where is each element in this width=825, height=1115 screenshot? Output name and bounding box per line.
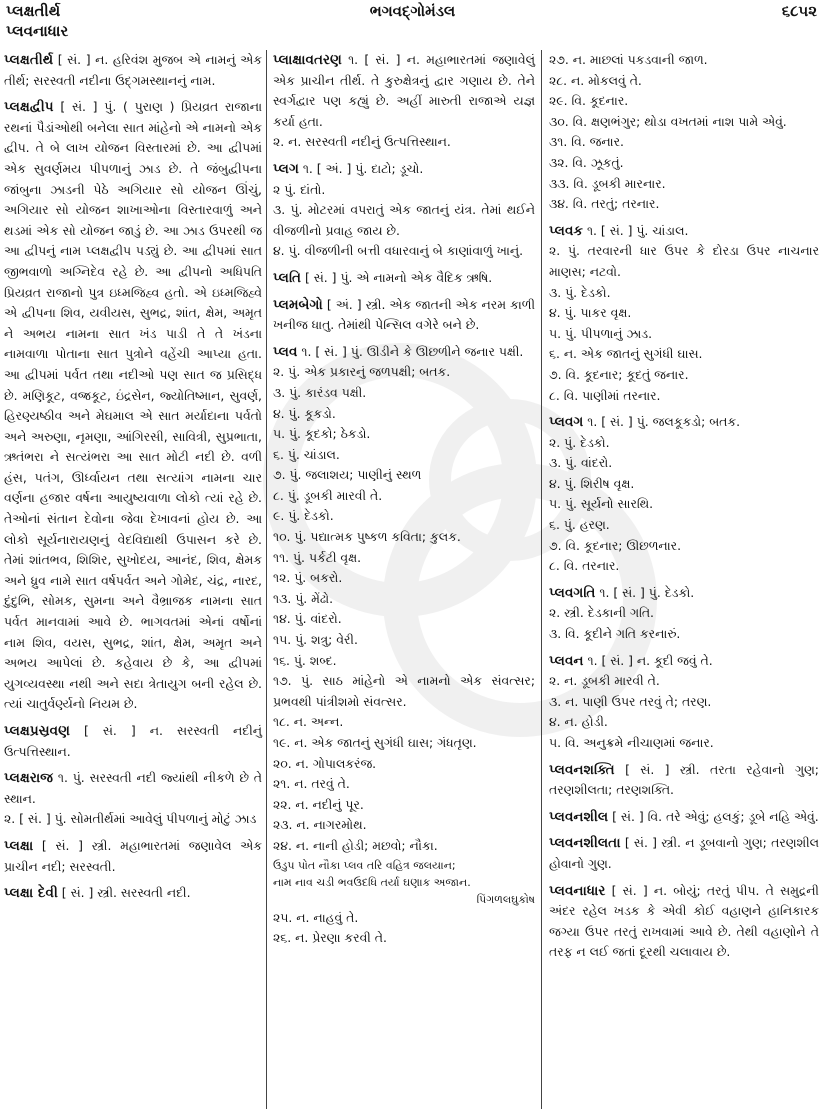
- definition: ૧. પું. સરસ્વતી નદી જ્યાંથી નીકળે છે તે સ્થાન.: [4, 770, 262, 806]
- column-3: [549, 50, 819, 1115]
- sense: ૨. પું. તરવારની ધાર ઉપર કે દોરડા ઉપર નાચનાર માણસ; નટવો.: [549, 243, 819, 279]
- sense: ૫. પું. કૂદકો; ઠેકડો.: [273, 426, 371, 442]
- sense: ૧૩. પું. મેંઢો.: [273, 590, 334, 606]
- dictionary-entry: [4, 97, 262, 715]
- sense: ૮. વિ. તરનાર.: [549, 558, 620, 574]
- headword: પ્લતિ: [273, 269, 302, 286]
- sense: ૬. ન. એક જાતનું સુગંધી ઘાસ.: [549, 346, 703, 362]
- definition: [ સં. ] સ્ત્રી. તરતા રહેવાનો ગુણ; તરણશીલતા; તરણશક્તિ.: [549, 761, 819, 798]
- dictionary-entry: [273, 159, 535, 262]
- sense: ૨. પું. દેડકો.: [549, 434, 610, 450]
- quotation-source: પિંગળલઘુકોષ: [476, 892, 535, 906]
- dictionary-entry: [4, 50, 262, 91]
- headword: પ્લવનશીલતા: [549, 835, 621, 852]
- dictionary-entry: [4, 768, 262, 830]
- page-number: ૬૮૫૨: [781, 2, 817, 20]
- headword: પ્લવન: [549, 652, 584, 669]
- definition: ૧. [ અં. ] પું. દાટો; ડૂચો.: [302, 160, 424, 176]
- sense: ૪. પું. વીજળીની બત્તી વધારવાનું બે કાણાંવાળું ખાનું.: [273, 243, 524, 259]
- quotation-line: ઉડુપ પોત નૌકા પ્લવ તરિ વહિત્ર જલયાન;: [273, 858, 456, 872]
- dictionary-entry: [549, 651, 819, 754]
- sense: ૩૪. વિ. તરતું; તરનાર.: [549, 196, 660, 212]
- dictionary-entry: [549, 583, 819, 645]
- definition: [ સં. ] પું. ( પુરાણ ) પ્રિયવ્રત રાજાના રથનાં પૈડાંઓથી બનેલા સાત માંહેનો એ નામનો એક દ્વીપ. તે બે લાખ યોજન વિસ્તારમાં છે. આ દ્વીપમાં એક સુવર્ણમય પીપળાનું ઝાડ છે. તે જંબુદ્વીપના જાંબુના ઝાડની પેઠે અગિયાર સો યોજન ઊંચું, અગિયાર સો યોજન શાખાઓના વિસ્તારવાળું અને થડમાં એક સો યોજન જાડું છે. આ ઝાડ ઉપરથી જ આ દ્વીપનું નામ પ્લક્ષદ્વીપ પડ્યું છે. આ દ્વીપમાં સાત જીભવાળો અગ્નિદેવ રહે છે. આ દ્વીપનો અધિપતિ પ્રિયવ્રત રાજાનો પુત્ર ઇધ્મજિહ્વ હતો. એ ઇધ્મજિહ્વે એ દ્વીપના શિવ, યવીયસ, સુભદ્ર, શાંત, ક્ષેમ, અમૃત ને અભય નામના સાત ખંડ પાડી તે તે ખંડના નામવાળા પોતાના સાત પુત્રોને વહેંચી આપ્યા હતા. આ દ્વીપમાં પર્વત તથા નદીઓ પણ સાત જ પ્રસિદ્ધ છે. મણિકૂટ, વજ્રકૂટ, ઇંદ્રસેન, જ્યોતિષ્માન, સુવર્ણ, હિરણ્યષ્ઠીવ અને મેઘમાલ એ સાત મર્યાદાના પર્વતો અને અરુણા, નૃમણા, આંગિરસી, સાવિત્રી, સુપ્રભાતા, ઋતંભરા ને સત્યંભરા આ સાત મોટી નદી છે. વળી હંસ, પતંગ, ઊર્ધ્વાયન તથા સત્યાંગ નામના ચાર વર્ણના હજાર વર્ષના આયુષ્યવાળા લોકો ત્યાં રહે છે. તેઓનાં સંતાન દેવોના જેવા દેખાવનાં હોય છે. આ લોકો સૂર્યનારાયણનું વેદવિદ્યાથી ઉપાસન કરે છે. તેમાં શાંતભવ, શિશિર, સુખોદય, આનંદ, શિવ, ક્ષેમક અને ધ્રુવ નામે સાત વર્ષપર્વત અને ગોમેદ, ચંદ્ર, નારદ, દુંદુભિ, સોમક, સુમના અને વૈભ્રાજક નામના સાત પર્વત માનવામાં આવે છે. ભાગવતમાં એનાં વર્ષોનાં નામ શિવ, વયસ, સુભદ્ર, શાંત, ક્ષેમ, અમૃત અને અભય આપેલાં છે. કહેવાય છે કે, આ દ્વીપમાં યુગવ્યવસ્થા નથી અને સદા ત્રેતાયુગ બની રહેલ છે. ત્યાં ચાતુર્વર્ણ્યનો નિયમ છે.: [4, 99, 262, 712]
- definition: [ સં. ] વિ. તરે એવું; હલકું; ડૂબે નહિ એવું.: [612, 808, 819, 824]
- headword: પ્લગ: [273, 160, 299, 177]
- sense: ૪. પું. કૂકડો.: [273, 405, 336, 421]
- sense: ૩૦. વિ. ક્ષણભંગુર; થોડા વખતમાં નાશ પામે એવું.: [549, 113, 787, 129]
- headword: પ્લક્ષતીર્થ: [4, 52, 54, 68]
- dictionary-columns: [0, 44, 825, 1115]
- headword: પ્લવનાધાર: [549, 882, 606, 899]
- dictionary-entry: [4, 883, 262, 904]
- headword: પ્લક્ષા: [4, 837, 34, 854]
- definition: ૧. [ સં. ] પું. ઊડીને કે ઊછળીને જનાર પક્ષી.: [301, 343, 524, 359]
- dictionary-entry-continued: [549, 50, 819, 215]
- dictionary-entry: [4, 721, 262, 762]
- sense: ૩૧. વિ. જનાર.: [549, 134, 624, 150]
- headword: પ્લવ: [273, 343, 298, 360]
- sense: ૧૯. ન. એક જાતનું સુગંધી ઘાસ; ગંધતૃણ.: [273, 735, 477, 750]
- sense: ૨૯. વિ. કૂદનાર.: [549, 93, 629, 109]
- sense: ૧૮. ન. અન્ન.: [273, 714, 344, 730]
- sense: ૭. વિ. કૂદનાર; કૂદતું જનાર.: [549, 366, 689, 382]
- dictionary-entry: [273, 295, 535, 336]
- sense: ૨૩. ન. નાગરમોથ.: [273, 817, 367, 833]
- definition: ૧. [ સં. ] પું. દેડકો.: [599, 584, 695, 600]
- sense: ૪. પું. શિરીષ વૃક્ષ.: [549, 475, 635, 491]
- sense: ૨ પું. દાંતો.: [273, 181, 326, 197]
- sense: ૩૩. વિ. ડૂબકી મારનાર.: [549, 175, 666, 191]
- sense: ૬. પું. હરણ.: [549, 517, 610, 533]
- sense: ૪. ન. હોડી.: [549, 714, 608, 730]
- sense: ૧૪. પું. વાંદરો.: [273, 611, 342, 627]
- sense: ૨. [ સં. ] પું. સોમતીર્થમાં આવેલું પીપળાનું મોટું ઝાડ: [4, 811, 257, 827]
- sense: ૫. વિ. અનુક્રમે નીચાણમાં જનાર.: [549, 735, 714, 750]
- quotation-line: નામ નાવ ચડી ભવઉદધિ તર્યા ઘણાક અજાન.: [273, 875, 471, 889]
- sense: ૧૭. પું. સાઠ માંહેનો એ નામનો એક સંવત્સર; પ્રભવથી પાંત્રીશમો સંવત્સર.: [273, 673, 535, 709]
- definition: [ સં. ] સ્ત્રી. સરસ્વતી નદી.: [61, 885, 191, 901]
- sense: ૪. પું. પાકર વૃક્ષ.: [549, 305, 632, 321]
- sense: ૭. પું. જલાશય; પાણીનું સ્થળ: [273, 467, 422, 483]
- headword: પ્લવગતિ: [549, 584, 596, 601]
- headword: પ્લક્ષદ્વીપ: [4, 99, 54, 116]
- sense: ૧૧. પું. પર્કટી વૃક્ષ.: [273, 549, 362, 565]
- headword: પ્લક્ષપ્રસ્રવણ: [4, 723, 70, 739]
- sense: ૧૫. પું. શત્રુ; વેરી.: [273, 632, 358, 648]
- page-header: [0, 0, 825, 44]
- headword: પ્લક્ષરાજ: [4, 770, 54, 787]
- sense: ૨૪. ન. નાની હોડી; મછવો; નૌકા.: [273, 837, 438, 853]
- headword: પ્લવક: [549, 222, 584, 239]
- definition: [ સં. ] ન. હરિવંશ મુજબ એ નામનું એક તીર્થ; સરસ્વતી નદીના ઉદ્ગમસ્થાનનું નામ.: [4, 52, 262, 88]
- sense: ૯. પું. દેડકો.: [273, 508, 334, 524]
- sense: ૩. પું. દેડકો.: [549, 284, 611, 300]
- sense: ૧૦. પું. પદ્યાત્મક પુષ્કળ કવિતા; કુલક.: [273, 529, 461, 545]
- dictionary-entry: [273, 50, 535, 153]
- definition: ૧. [ સં. ] પું. જલકૂકડો; બતક.: [587, 414, 741, 430]
- dictionary-entry: [273, 342, 535, 949]
- definition: [ સં. ] સ્ત્રી. મહાભારતમાં જણાવેલ એક પ્રાચીન નદી; સરસ્વતી.: [4, 837, 262, 874]
- sense: ૨૬. ન. પ્રેરણા કરવી તે.: [273, 930, 387, 946]
- headword: પ્લમબેગો: [273, 296, 323, 313]
- sense: ૨. ન. ડૂબકી મારવી તે.: [549, 673, 660, 689]
- sense: ૩. પું. કારંડવ પક્ષી.: [273, 384, 367, 400]
- sense: ૨૭. ન. માછલાં પકડવાની જાળ.: [549, 52, 708, 67]
- column-divider: [266, 50, 267, 1109]
- definition: [ અં. ] સ્ત્રી. એક જાતની એક નરમ કાળી ખનીજ ધાતુ. તેમાંથી પેન્સિલ વગેરે બને છે.: [273, 296, 535, 333]
- definition: [ સં. ] પું. એ નામનો એક વૈદિક ઋષિ.: [304, 269, 493, 285]
- dictionary-entry: [549, 881, 819, 963]
- sense: ૫. પું. પીપળાનું ઝાડ.: [549, 325, 653, 341]
- sense: ૨. સ્ત્રી. દેડકાની ગતિ.: [549, 605, 655, 621]
- sense: ૩. વિ. કૂદીને ગતિ કરનારું.: [549, 626, 681, 642]
- definition: [ સં. ] ન. બોયું; તરતું પીપ. તે સમુદ્રની અંદર રહેલ ખડક કે એવી કોઈ વહાણને હાનિકારક જગ્યા ઉપર તરતું રાખવામાં આવે છે. તેથી વહાણોને તે તરફ ન લઈ જતાં દૂરથી ચલાવાય છે.: [549, 882, 819, 960]
- column-divider: [541, 50, 542, 1109]
- sense: ૧૨. પું. બકરો.: [273, 570, 343, 586]
- dictionary-entry: [549, 807, 819, 828]
- guide-word-first: પ્લક્ષતીર્થ: [6, 2, 61, 20]
- dictionary-entry: [549, 760, 819, 801]
- definition: [ સં. ] ન. સરસ્વતી નદીનું ઉત્પત્તિસ્થાન.: [4, 723, 262, 759]
- sense: ૨. ન. સરસ્વતી નદીનું ઉત્પત્તિસ્થાન.: [273, 134, 451, 150]
- sense: ૨૮. ન. મોકલવું તે.: [549, 72, 642, 88]
- sense: ૬. પું. ચાંડાલ.: [273, 446, 340, 462]
- sense: ૨. પું. એક પ્રકારનું જળપક્ષી; બતક.: [273, 364, 451, 380]
- page-title: ભગવદ્ગોમંડલ: [369, 2, 456, 20]
- headword: પ્લક્ષા દેવી: [4, 885, 58, 902]
- sense: ૨૧. ન. તરવું તે.: [273, 776, 350, 792]
- dictionary-entry: [549, 221, 819, 406]
- headword: પ્લાક્ષાવતરણ: [273, 52, 342, 68]
- sense: ૮. વિ. પાણીમાં તરનાર.: [549, 387, 661, 403]
- sense: ૨૦. ન. ગોપાલકરંજ.: [273, 755, 377, 771]
- sense: ૩. પું. વાંદરો.: [549, 455, 613, 471]
- sense: ૨૨. ન. નદીનું પૂર.: [273, 796, 364, 812]
- sense: ૩૨. વિ. ઝૂકતું.: [549, 154, 624, 170]
- headword: પ્લવગ: [549, 414, 584, 431]
- column-2: [273, 50, 535, 1115]
- sense: ૨૫. ન. નાહવું તે.: [273, 909, 359, 925]
- sense: ૫. પું. સૂર્યનો સારથિ.: [549, 496, 654, 512]
- guide-word-last: પ્લવનાધાર: [6, 22, 69, 40]
- column-1: [4, 50, 262, 1115]
- headword: પ્લવનશક્તિ: [549, 761, 615, 778]
- sense: ૧૬. પું. શબ્દ.: [273, 652, 337, 668]
- sense: ૭. વિ. કૂદનાર; ઊછળનાર.: [549, 537, 682, 553]
- dictionary-entry: [273, 268, 535, 289]
- headword: પ્લવનશીલ: [549, 808, 609, 825]
- sense: ૩. પું. મોટરમાં વપરાતું એક જાતનું યંત્ર. તેમાં થઈને વીજળીનો પ્રવાહ જાય છે.: [273, 202, 535, 238]
- dictionary-entry: [4, 836, 262, 877]
- definition: ૧. [ સં. ] ન. કૂદી જવું તે.: [587, 652, 713, 668]
- definition: ૧. [ સં. ] પું. ચાંડાલ.: [586, 222, 689, 238]
- definition: [ સં. ] સ્ત્રી. ન ડૂબવાનો ગુણ; તરણશીલ હોવાનો ગુણ.: [549, 835, 819, 871]
- dictionary-entry: [549, 833, 819, 874]
- definition: ૧. [ સં. ] ન. મહાભારતમાં જણાવેલું એક પ્રાચીન તીર્થ. તે કુરુક્ષેત્રનું દ્વાર ગણાય છે. તેને સ્વર્ગદ્વાર પણ કહ્યું છે. અહીં મારુતી રાજાએ યજ્ઞ કર્યા હતા.: [273, 52, 535, 129]
- dictionary-entry: [549, 412, 819, 577]
- sense: ૩. ન. પાણી ઉપર તરવું તે; તરણ.: [549, 693, 712, 709]
- sense: ૮. પું. ડૂબકી મારવી તે.: [273, 487, 383, 503]
